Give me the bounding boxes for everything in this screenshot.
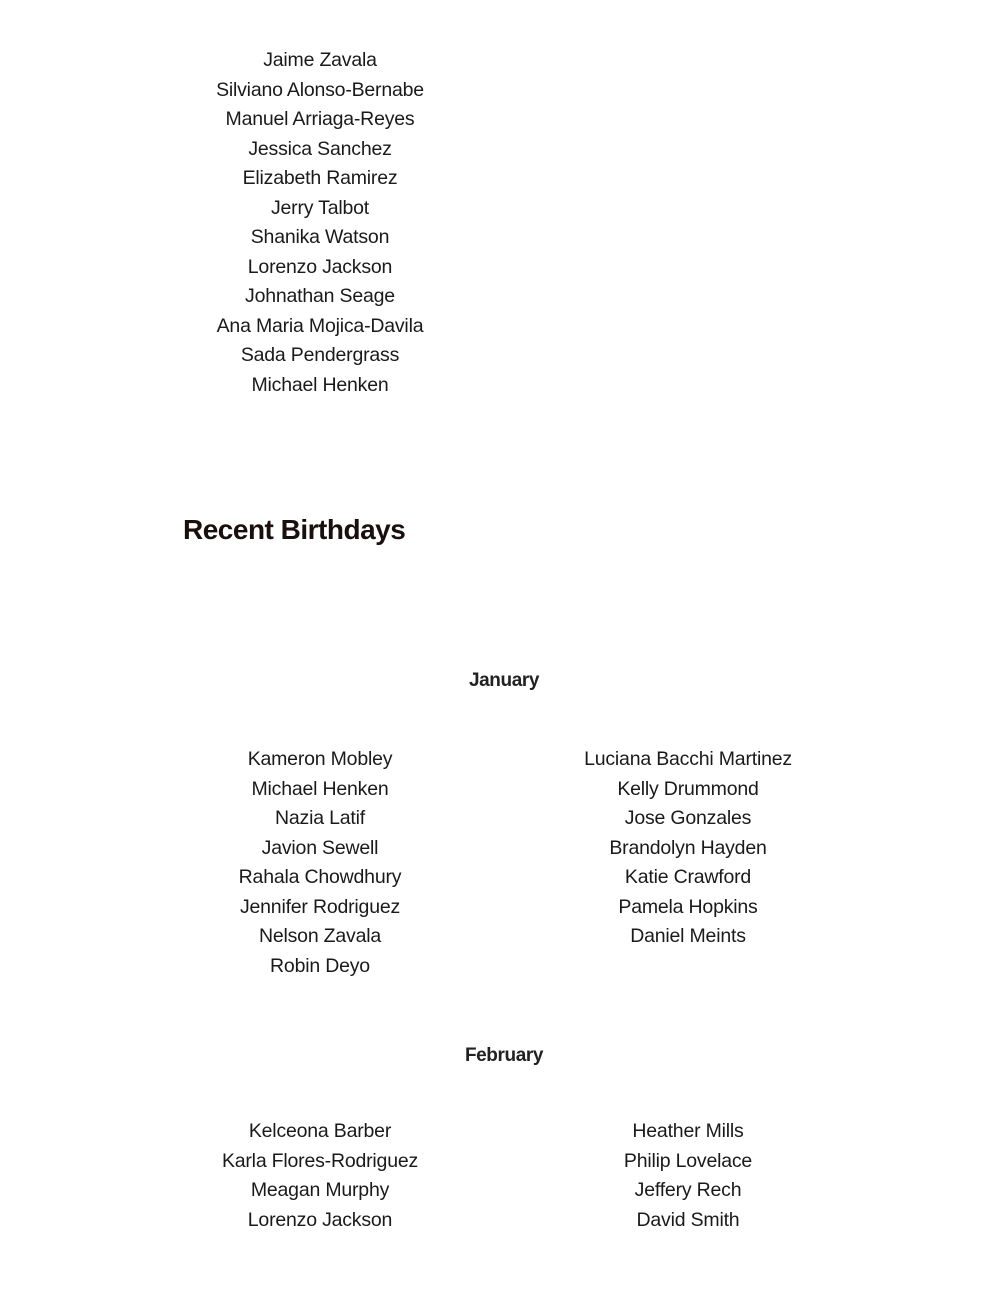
list-item: Katie Crawford	[624, 866, 752, 888]
list-item: David Smith	[636, 1208, 740, 1231]
list-item: Nazia Latif	[275, 807, 365, 829]
list-item: Johnathan Seage	[245, 285, 395, 307]
list-item: Daniel Meints	[630, 925, 746, 947]
list-item: Kelly Drummond	[617, 777, 759, 800]
month-heading-january: January	[468, 670, 540, 691]
list-item: Manuel Arriaga-Reyes	[225, 108, 415, 130]
list-item: Philip Lovelace	[623, 1149, 753, 1172]
list-item: Jerry Talbot	[270, 196, 370, 219]
list-item: Nelson Zavala	[258, 925, 382, 947]
list-item: Robin Deyo	[270, 954, 370, 977]
list-item: Elizabeth Ramirez	[242, 167, 398, 189]
list-item: Kameron Mobley	[247, 748, 393, 770]
list-item: Michael Henken	[251, 373, 389, 396]
section-title: Recent Birthdays	[183, 514, 406, 545]
list-item: Ana Maria Mojica-Davila	[216, 314, 424, 337]
january-left-list	[170, 745, 470, 981]
list-item: Shanika Watson	[250, 226, 390, 248]
list-item: Meagan Murphy	[250, 1179, 390, 1201]
list-item: Lorenzo Jackson	[247, 255, 393, 278]
list-item: Jaime Zavala	[263, 49, 377, 71]
list-item: Rahala Chowdhury	[238, 866, 402, 888]
name-list	[170, 46, 470, 400]
list-item: Jennifer Rodriguez	[239, 895, 401, 918]
list-item: Kelceona Barber	[248, 1120, 392, 1142]
month-heading-february: February	[464, 1045, 544, 1066]
list-item: Sada Pendergrass	[240, 344, 400, 366]
list-item: Jose Gonzales	[624, 807, 752, 829]
list-item: Michael Henken	[251, 777, 389, 800]
list-item: Brandolyn Hayden	[609, 836, 767, 859]
list-item: Jeffery Rech	[634, 1179, 742, 1201]
list-item: Lorenzo Jackson	[247, 1208, 393, 1231]
list-item: Heather Mills	[632, 1120, 744, 1142]
list-item: Pamela Hopkins	[618, 895, 758, 918]
february-right-list	[538, 1117, 838, 1235]
january-right-list	[538, 745, 838, 952]
list-item: Luciana Bacchi Martinez	[584, 748, 792, 770]
list-item: Javion Sewell	[261, 836, 379, 859]
list-item: Jessica Sanchez	[248, 137, 392, 160]
february-left-list	[170, 1117, 470, 1235]
list-item: Silviano Alonso-Bernabe	[216, 78, 424, 101]
list-item: Karla Flores-Rodriguez	[221, 1149, 419, 1172]
